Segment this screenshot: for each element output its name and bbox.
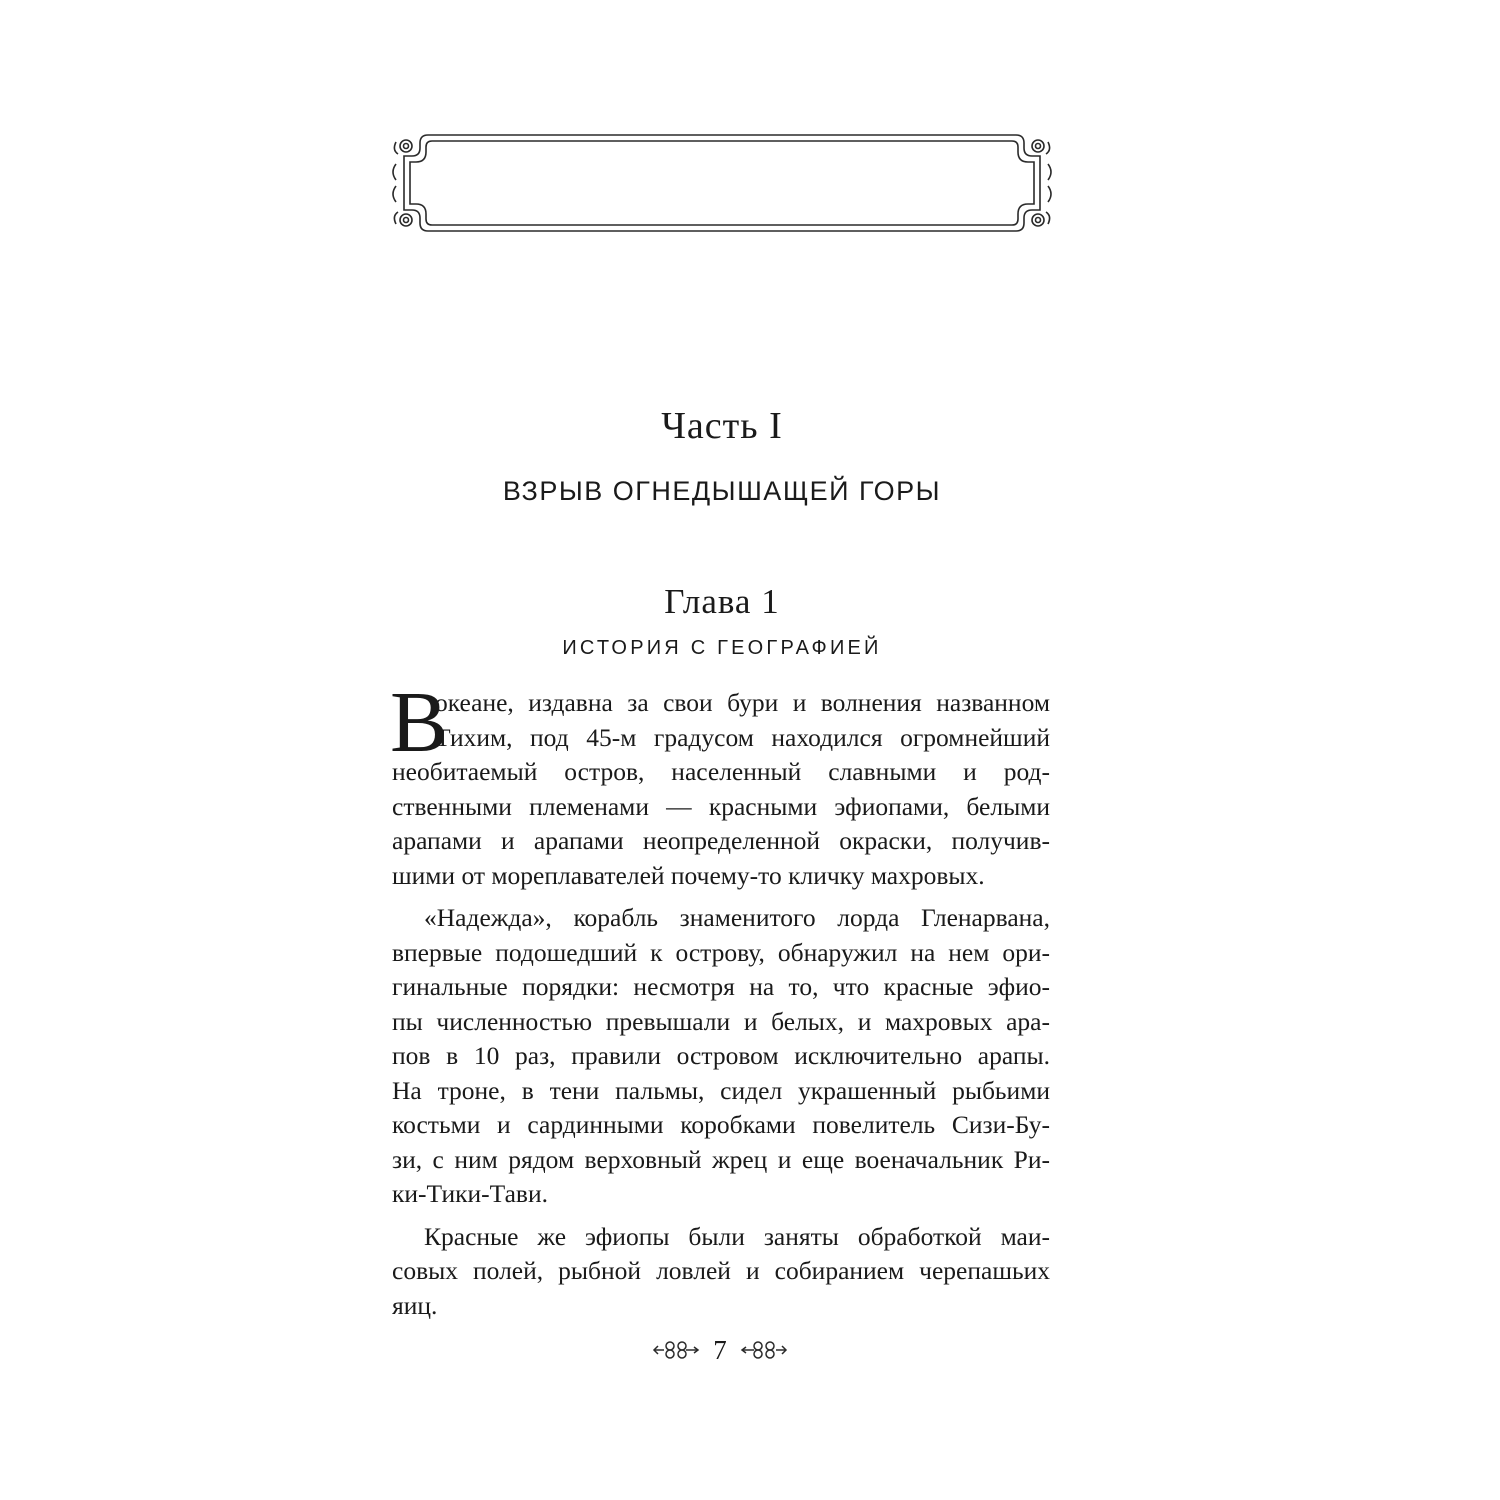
- scroll-flourish-icon: [652, 1338, 702, 1362]
- scroll-flourish-icon: [738, 1338, 788, 1362]
- part-subtitle: ВЗРЫВ ОГНЕДЫШАЩЕЙ ГОРЫ: [502, 476, 942, 506]
- text-line: гинальные порядки: несмотря на то, что красные эфио-: [392, 972, 1050, 1001]
- drop-cap: В: [390, 673, 449, 770]
- chapter-body-text: [390, 673, 1050, 1323]
- chapter-subtitle: ИСТОРИЯ С ГЕОГРАФИЕЙ: [562, 637, 882, 659]
- text-line: Тихим, под 45-м градусом находился огромнейший: [435, 722, 1050, 752]
- text-line: зи, с ним рядом верховный жрец и еще военачальник Ри-: [392, 1144, 1050, 1174]
- part-title: Часть I: [661, 405, 783, 447]
- text-line: ственными племенами — красными эфиопами, белыми: [392, 791, 1050, 821]
- text-line: впервые подошедший к острову, обнаружил на нем ори-: [392, 937, 1050, 967]
- text-line: «Надежда», корабль знаменитого лорда Гленарвана,: [424, 903, 1050, 932]
- text-line: костьми и сардинными коробками повелитель Сизи-Бу-: [392, 1110, 1050, 1139]
- text-line: необитаемый остров, населенный славными и род-: [392, 757, 1050, 786]
- page-number: 7: [713, 1335, 727, 1365]
- text-line: шими от мореплавателей почему-то кличку махровых.: [392, 860, 985, 890]
- page-footer: [560, 1330, 880, 1370]
- text-line: яиц.: [392, 1290, 438, 1320]
- text-line: На троне, в тени пальмы, сидел украшенный рыбьими: [392, 1075, 1050, 1105]
- text-line: арапами и арапами неопределенной окраски, получив-: [392, 826, 1050, 855]
- text-line: совых полей, рыбной ловлей и собиранием черепашьих: [392, 1256, 1050, 1285]
- ornamental-title-frame: [388, 128, 1056, 238]
- text-line: пы численностью превышали и белых, и махровых ара-: [392, 1006, 1050, 1036]
- text-line: пов в 10 раз, правили островом исключительно арапы.: [392, 1041, 1050, 1070]
- text-line: Красные же эфиопы были заняты обработкой маи-: [424, 1221, 1050, 1251]
- text-line: ки-Тики-Тави.: [392, 1179, 548, 1208]
- text-line: океане, издавна за свои бури и волнения названном: [435, 688, 1050, 717]
- chapter-title: Глава 1: [664, 582, 780, 621]
